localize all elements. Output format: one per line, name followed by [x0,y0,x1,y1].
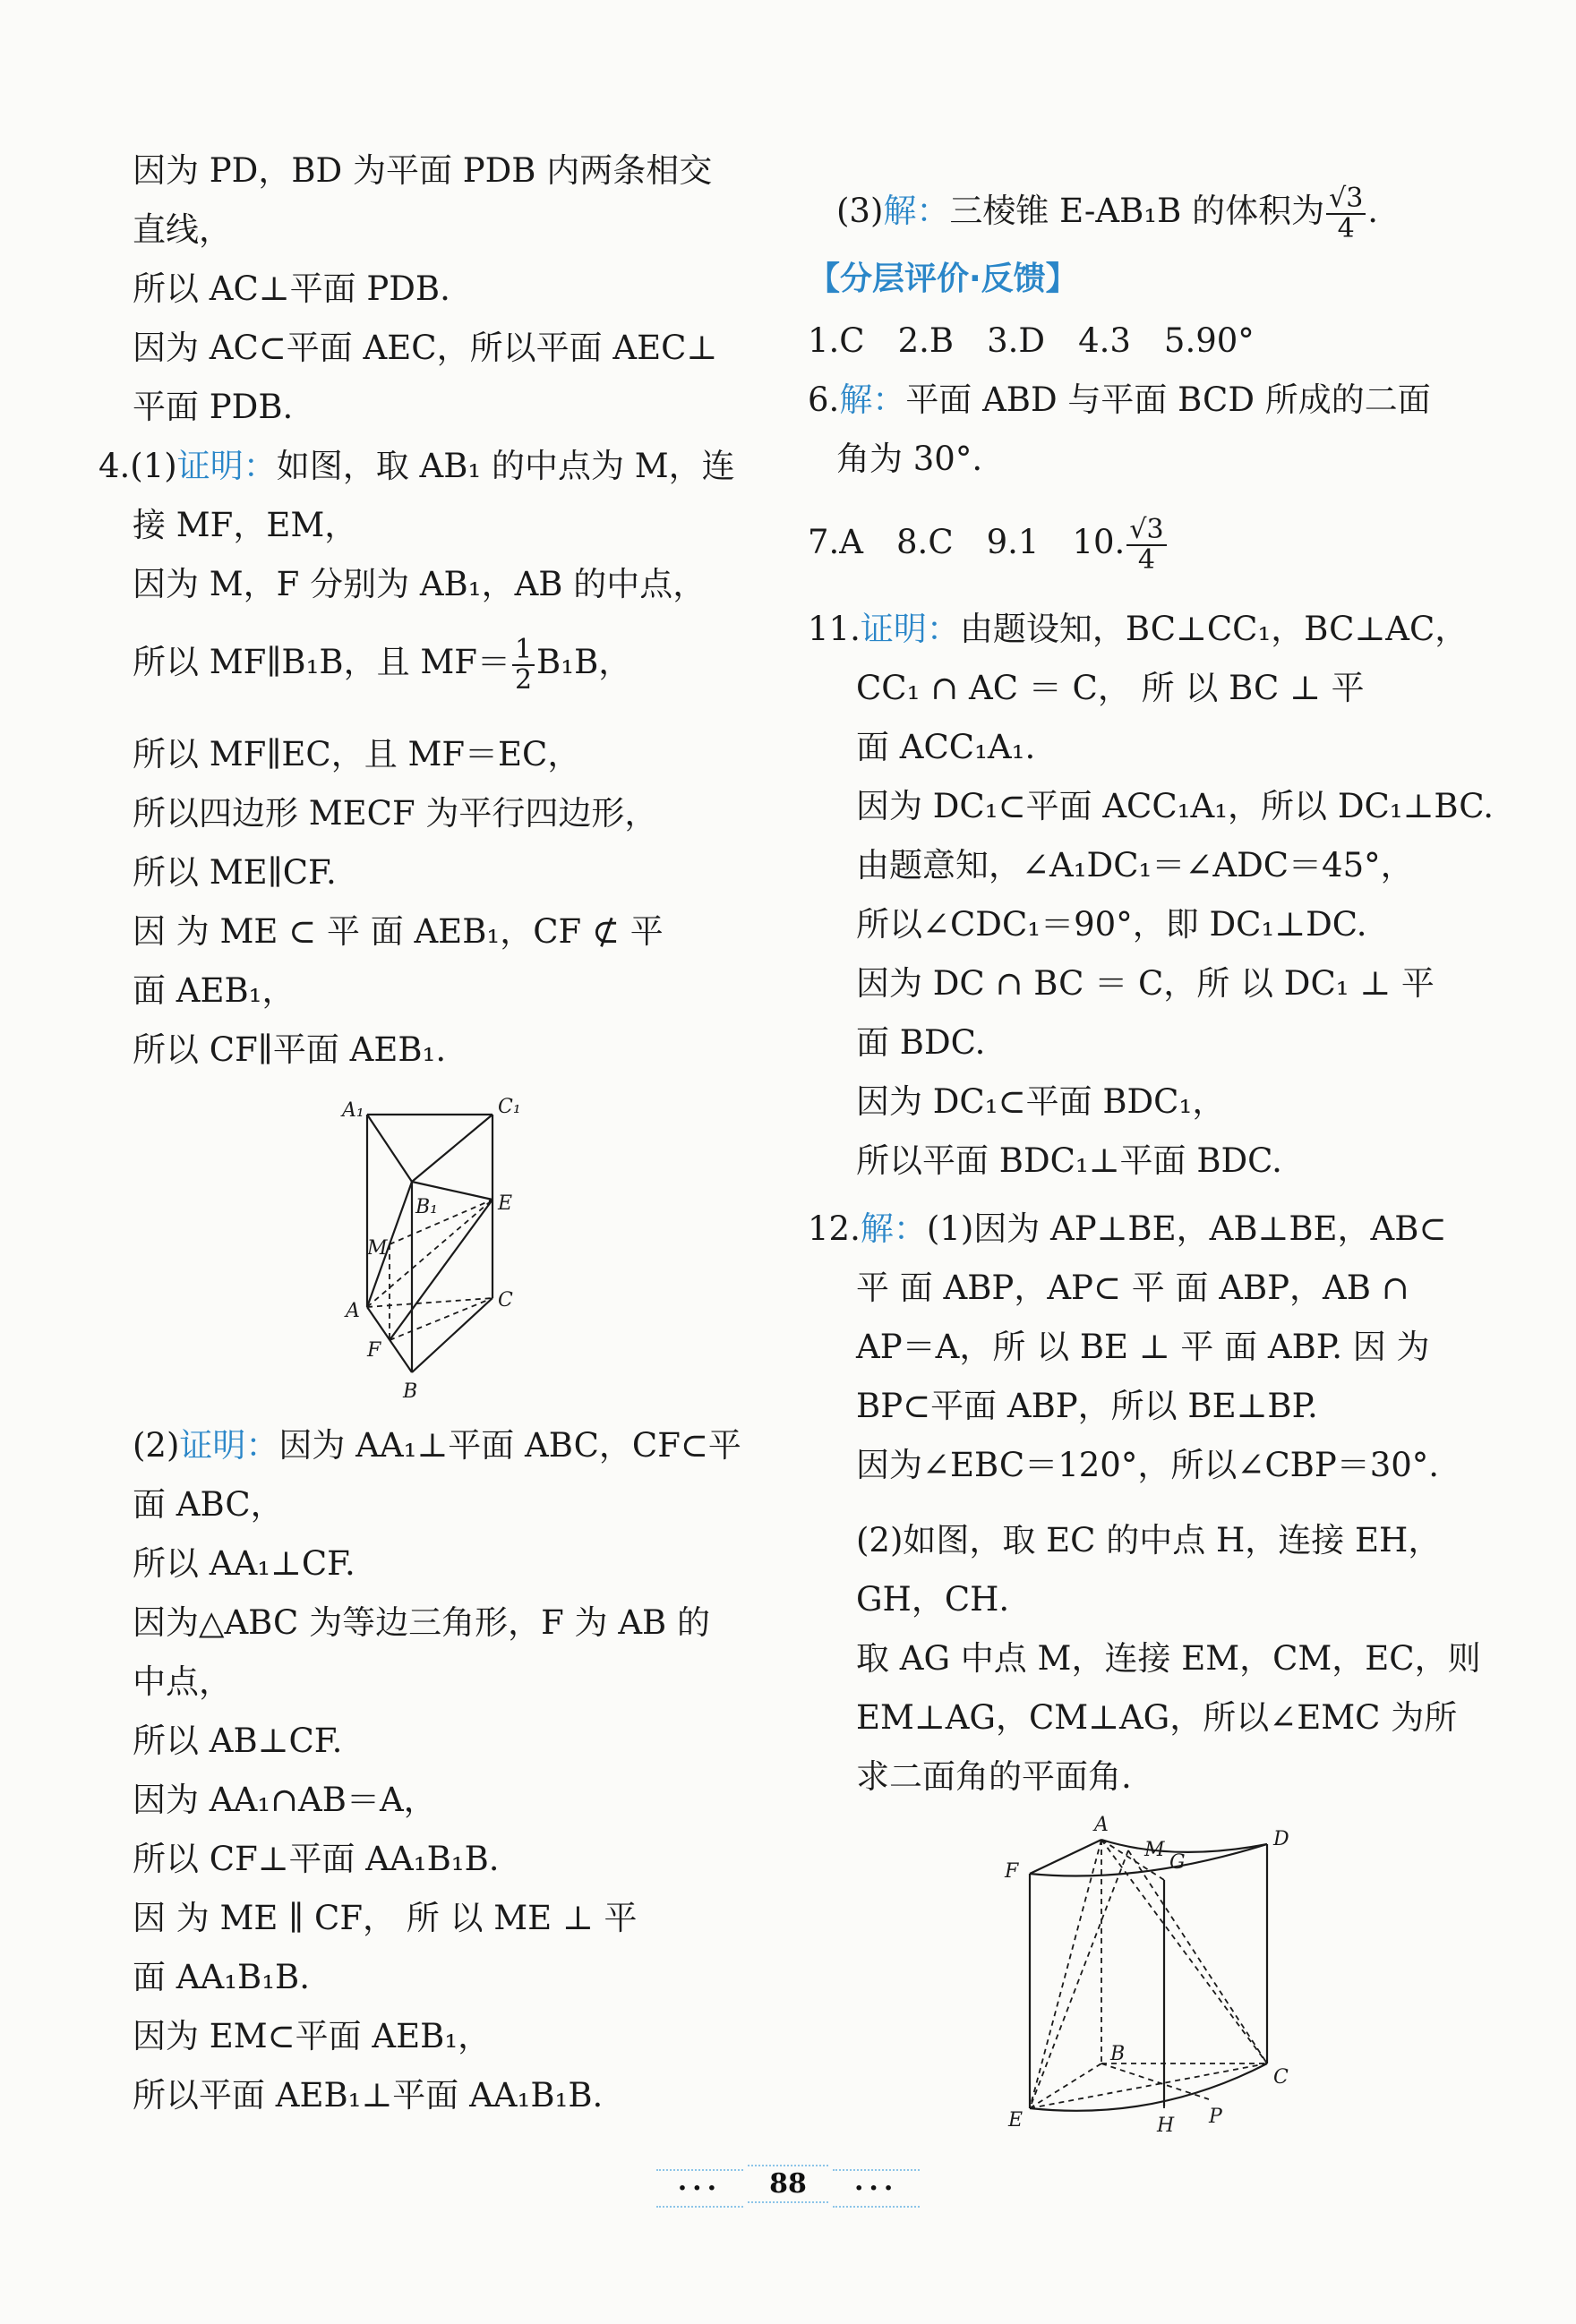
text-line: 平面 ABD 与平面 BCD 所成的二面 [905,380,1431,419]
problem-number: 6. [808,380,840,419]
sub-number: (3) [836,192,884,230]
proof-label: 证明： [179,1426,279,1465]
text-line: 面 AEB₁， [133,971,296,1010]
text-line: 所以 MF∥EC，且 MF＝EC， [133,735,581,773]
problem-4-line [98,449,735,483]
page-number: 88 [748,2165,828,2203]
text-line: 所以 MF∥B₁B，且 MF＝ [133,643,510,681]
answer-line [808,516,1169,574]
text-line: 由题设知，BC⊥CC₁，BC⊥AC， [959,610,1469,648]
text-line: BP⊂平面 ABP，所以 BE⊥BP. [856,1387,1318,1425]
text-line: CC₁ ∩ AC ＝ C， 所 以 BC ⊥ 平 [856,669,1365,707]
part-3-line: (3)解：三棱锥 E-AB₁B 的体积为 $\frac{√3}{4}$ . [836,183,1379,244]
text-line: 三棱锥 E-AB₁B 的体积为 [949,192,1325,230]
text-line: 面 BDC. [856,1023,986,1062]
fraction-sqrt3-over-4: $\frac{√3}{4}$ [1126,516,1166,574]
text-line: 因 为 ME ⊂ 平 面 AEB₁，CF ⊄ 平 [133,912,664,951]
text-line: 平 面 ABP，AP⊂ 平 面 ABP，AB ∩ [856,1269,1409,1307]
text-line: 中点， [133,1662,232,1701]
text-line: 所以∠CDC₁＝90°，即 DC₁⊥DC. [856,905,1367,944]
vertex-label: F [367,1339,381,1362]
vertex-label: E [498,1192,513,1215]
text-line: 因为 AA₁⊥平面 ABC，CF⊂平 [278,1426,741,1465]
vertex-label: H [1157,2115,1175,2135]
vertex-label: G [1169,1851,1186,1874]
text-line: (1)因为 AP⊥BE，AB⊥BE，AB⊂ [926,1209,1447,1248]
text-line: 因为 AA₁∩AB＝A， [133,1781,437,1819]
text-line: (2)如图，取 EC 的中点 H，连接 EH， [856,1521,1442,1559]
text-line: 如图，取 AB₁ 的中点为 M，连 [276,447,735,485]
sub-number: (2) [133,1426,180,1465]
text-line: 因为 DC₁⊂平面 BDC₁， [856,1082,1226,1121]
solution-label: 解： [839,380,906,419]
cylinder-figure [994,1813,1316,2135]
text-line: 所以 ME∥CF. [133,853,337,892]
proof-label: 证明： [860,610,960,648]
text-line: 所以平面 AEB₁⊥平面 AA₁B₁B. [133,2076,604,2115]
fraction-sqrt3-over-4: $\frac{√3}{4}$ [1326,184,1366,243]
text-line: 因为△ABC 为等边三角形，F 为 AB 的 [133,1603,710,1642]
text-line: 因为 EM⊂平面 AEB₁， [133,2017,492,2055]
text-line: 所以平面 BDC₁⊥平面 BDC. [856,1141,1282,1180]
vertex-label: F [1005,1860,1019,1883]
solution-label: 解： [883,192,950,230]
text-line: 平面 PDB. [133,388,294,426]
text-line: 所以 AA₁⊥CF. [133,1544,355,1583]
text-line: 因为 DC ∩ BC ＝ C，所 以 DC₁ ⊥ 平 [856,964,1435,1003]
text-line: 因为 DC₁⊂平面 ACC₁A₁，所以 DC₁⊥BC. [856,787,1495,825]
text-line: 因 为 ME ∥ CF， 所 以 ME ⊥ 平 [133,1899,638,1937]
decoration-dots: ··· [656,2169,743,2208]
vertex-label: A [1094,1814,1109,1836]
text-line: EM⊥AG，CM⊥AG，所以∠EMC 为所 [856,1698,1458,1737]
text-line: 面 ABC， [133,1485,284,1524]
text-line: AP＝A，所 以 BE ⊥ 平 面 ABP. 因 为 [856,1328,1430,1366]
vertex-label: D [1273,1828,1289,1850]
problem-6-line [808,380,1431,419]
answer-line: 1.C 2.B 3.D 4.3 5.90° [808,321,1255,360]
vertex-label: A₁ [342,1099,364,1122]
text-line: 面 AA₁B₁B. [133,1958,311,1996]
decoration-dots: ··· [833,2169,920,2208]
problem-number: 11. [808,610,861,648]
vertex-label: E [1008,2109,1024,2132]
vertex-label: B₁ [415,1196,438,1218]
problem-number: 4.(1) [98,447,177,485]
text-line: 所以四边形 MECF 为平行四边形， [133,794,658,833]
vertex-label: C [498,1289,513,1312]
vertex-label: B [1110,2043,1126,2065]
prism-figure [331,1088,546,1410]
vertex-label: P [1209,2106,1222,2128]
page-number-footer [0,2165,1576,2208]
problem-12-line [808,1209,1447,1248]
text-line: 7.A 8.C 9.1 10. [808,523,1126,561]
text-line: 求二面角的平面角. [856,1757,1132,1796]
vertex-label: A [346,1300,360,1322]
text-line: 面 ACC₁A₁. [856,728,1036,766]
proof-label: 证明： [176,447,277,485]
text-line: 因为∠EBC＝120°，所以∠CBP＝30°. [856,1446,1440,1484]
text-line: 因为 AC⊂平面 AEC，所以平面 AEC⊥ [133,329,718,367]
vertex-label: M [367,1237,388,1260]
solution-label: 解： [860,1209,927,1248]
text-line: GH，CH. [856,1580,1010,1619]
text-line: 因为 M，F 分别为 AB₁，AB 的中点， [133,565,707,603]
problem-4-2-line [133,1426,741,1465]
problem-number: 12. [808,1209,861,1248]
text-line: B₁B， [536,643,632,681]
text-line: 所以 CF∥平面 AEB₁. [133,1030,447,1069]
text-line: 接 MF，EM， [133,506,358,544]
fraction-line [133,636,631,694]
vertex-label: M [1144,1839,1165,1861]
text-line: 所以 AC⊥平面 PDB. [133,269,450,308]
text-line: 角为 30°. [836,440,983,478]
text-line: 由题意知，∠A₁DC₁＝∠ADC＝45°， [856,846,1414,884]
text-line: 直线， [133,210,232,249]
section-heading: 【分层评价·反馈】 [808,261,1078,297]
fraction-one-half: $\frac{1}{2}$ [512,636,535,694]
text-line: 所以 CF⊥平面 AA₁B₁B. [133,1840,500,1878]
vertex-label: C [1273,2066,1289,2089]
text-line: 所以 AB⊥CF. [133,1722,343,1760]
vertex-label: C₁ [498,1096,521,1118]
text-line: 取 AG 中点 M，连接 EM，CM，EC，则 [856,1639,1481,1678]
problem-11-line [808,610,1469,648]
vertex-label: B [403,1380,418,1403]
text-line: 因为 PD，BD 为平面 PDB 内两条相交 [133,151,713,190]
